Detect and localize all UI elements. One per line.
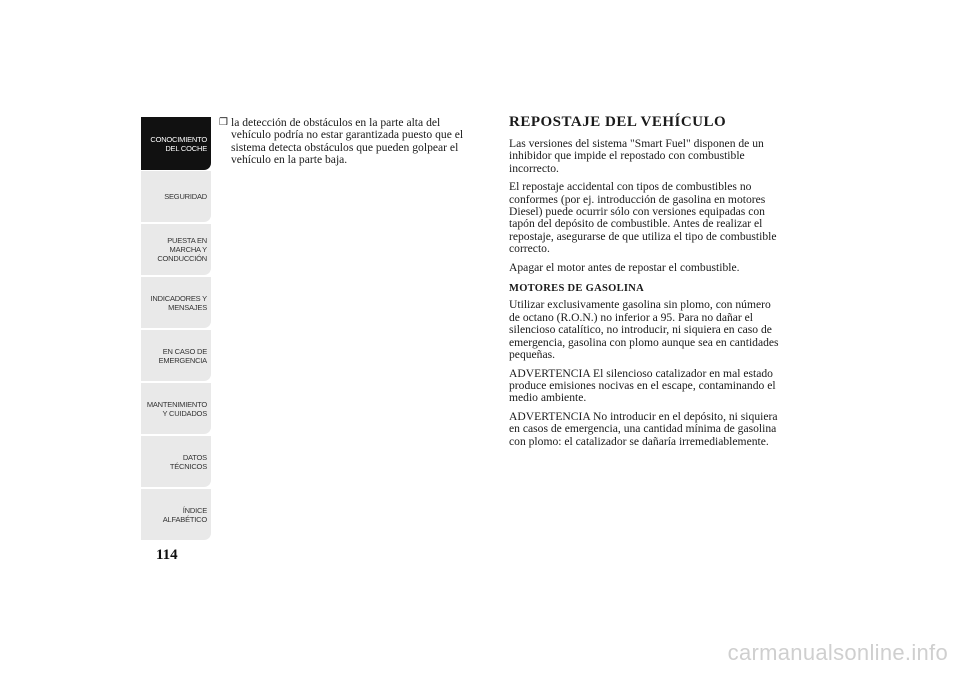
tab-indice-alfabetico[interactable]: [141, 489, 211, 540]
watermark: carmanualsonline.info: [727, 640, 948, 665]
tab-emergencia[interactable]: [141, 330, 211, 381]
warning-paragraph: ADVERTENCIA No introducir en el depósito, ni siquiera en casos de emergencia, una cantidad mínima de gasolina con plomo: el catalizador se dañaría irremediablemente.: [509, 409, 778, 448]
tab-label: DATOS TÉCNICOS: [169, 452, 207, 471]
paragraph: Las versiones del sistema "Smart Fuel" disponen de un inhibidor que impide el repostado con combustible incorrecto.: [509, 137, 764, 175]
tab-label: CONOCIMIENTO DEL COCHE: [150, 134, 207, 153]
checkbox-bullet-icon: ❒: [219, 117, 228, 128]
tab-label: PUESTA EN MARCHA Y CONDUCCIÓN: [157, 236, 207, 263]
tab-label: EN CASO DE EMERGENCIA: [158, 346, 207, 365]
tab-indicadores[interactable]: [141, 277, 211, 328]
paragraph: Utilizar exclusivamente gasolina sin plomo, con número de octano (R.O.N.) no inferior a 95. Para no dañar el silencioso catalítico, no introducir, ni siquiera en caso de emergencia, gasolina con plomo aunque sea en cantidades pequeñas.: [509, 298, 779, 362]
section-heading: REPOSTAJE DEL VEHÍCULO: [509, 114, 727, 130]
tab-puesta-en-marcha[interactable]: [141, 224, 211, 275]
tab-label: SEGURIDAD: [164, 192, 207, 201]
tab-label: INDICADORES Y MENSAJES: [150, 293, 207, 312]
tab-label: ÍNDICE ALFABÉTICO: [162, 505, 207, 524]
tab-label: MANTENIMIENTO Y CUIDADOS: [146, 399, 207, 418]
bullet-text: la detección de obstáculos en la parte alta del vehículo podría no estar garantizada puesto que el sistema detecta obstáculos que pueden golpear el vehículo en la parte baja.: [231, 116, 464, 167]
left-column: [219, 117, 481, 167]
tab-conocimiento-del-coche[interactable]: [141, 117, 211, 170]
tab-mantenimiento[interactable]: [141, 383, 211, 434]
subsection-heading: MOTORES DE GASOLINA: [509, 283, 645, 295]
list-item: [219, 117, 481, 167]
paragraph: Apagar el motor antes de repostar el combustible.: [509, 260, 740, 274]
tab-seguridad[interactable]: [141, 171, 211, 222]
paragraph: El repostaje accidental con tipos de combustibles no conformes (por ej. introducción de gasolina en motores Diesel) puede ocurrir sólo con versiones equipadas con tapón del depósito de combustible. Antes de realizar el repostaje, asegurarse de que utiliza el tipo de combustible correcto.: [509, 180, 777, 256]
page-number: 114: [156, 547, 178, 563]
warning-paragraph: ADVERTENCIA El silencioso catalizador en mal estado produce emisiones nocivas en el escape, contaminando el medio ambiente.: [509, 366, 776, 405]
right-column: [509, 113, 779, 454]
tab-datos-tecnicos[interactable]: [141, 436, 211, 487]
